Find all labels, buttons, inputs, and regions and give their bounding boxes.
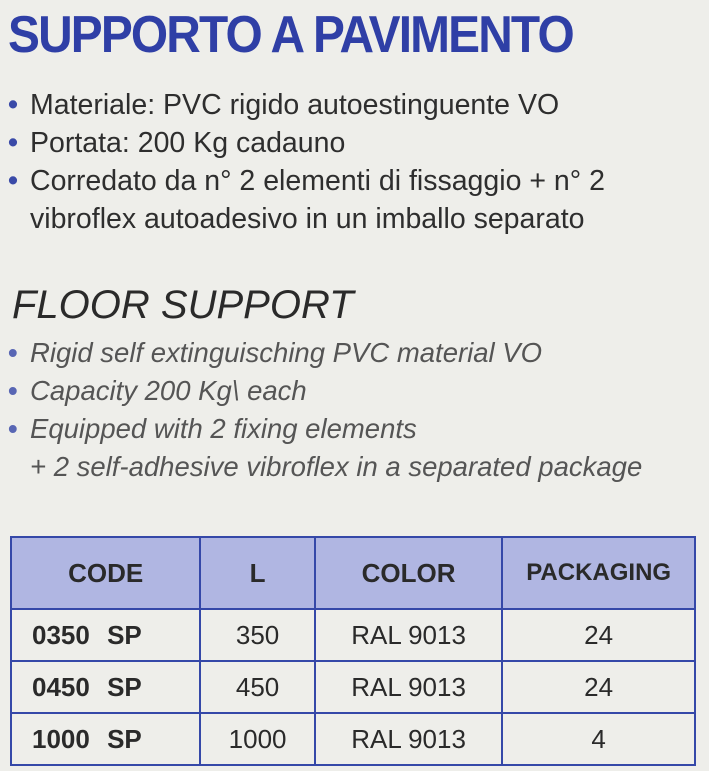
italian-title: SUPPORTO A PAVIMENTO — [8, 6, 573, 64]
product-spec-table — [10, 536, 696, 766]
column-header-code: CODE — [11, 537, 200, 609]
column-header-length: L — [200, 537, 315, 609]
bullet-icon: • — [8, 337, 18, 368]
italian-bullet-list — [6, 86, 706, 238]
bullet-item — [6, 162, 706, 238]
cell-packaging: 24 — [502, 609, 695, 661]
bullet-item — [6, 86, 706, 124]
bullet-icon: • — [8, 413, 18, 444]
bullet-item — [6, 410, 706, 448]
cell-length: 1000 — [200, 713, 315, 765]
cell-packaging: 4 — [502, 713, 695, 765]
column-header-packaging: PACKAGING — [502, 537, 695, 609]
bullet-icon: • — [8, 165, 18, 197]
cell-length: 450 — [200, 661, 315, 713]
cell-color: RAL 9013 — [315, 661, 502, 713]
cell-code: 0450 SP — [11, 661, 200, 713]
bullet-text: Equipped with 2 fixing elements — [30, 413, 417, 444]
cell-code: 1000 SP — [11, 713, 200, 765]
bullet-icon: • — [8, 375, 18, 406]
bullet-text: Portata: 200 Kg cadauno — [30, 127, 346, 159]
bullet-item — [6, 124, 706, 162]
bullet-continuation: + 2 self-adhesive vibroflex in a separated package — [30, 451, 643, 482]
cell-length: 350 — [200, 609, 315, 661]
bullet-text: Materiale: PVC rigido autoestinguente VO — [30, 89, 560, 121]
cell-packaging: 24 — [502, 661, 695, 713]
table-row — [11, 713, 695, 765]
table-row — [11, 609, 695, 661]
english-bullet-list — [6, 334, 706, 486]
bullet-text: Corredato da n° 2 elementi di fissaggio + n° 2 vibroflex autoadesivo in un imballo separato — [30, 165, 605, 235]
bullet-item — [6, 372, 706, 410]
bullet-text: Rigid self extinguisching PVC material VO — [30, 337, 543, 368]
table-row — [11, 661, 695, 713]
cell-color: RAL 9013 — [315, 609, 502, 661]
bullet-text: Capacity 200 Kg\ each — [30, 375, 307, 406]
bullet-icon: • — [8, 89, 18, 121]
bullet-icon: • — [8, 127, 18, 159]
cell-color: RAL 9013 — [315, 713, 502, 765]
cell-code: 0350 SP — [11, 609, 200, 661]
english-title: FLOOR SUPPORT — [12, 283, 354, 327]
column-header-color: COLOR — [315, 537, 502, 609]
bullet-item — [6, 334, 706, 372]
table-header-row — [11, 537, 695, 609]
